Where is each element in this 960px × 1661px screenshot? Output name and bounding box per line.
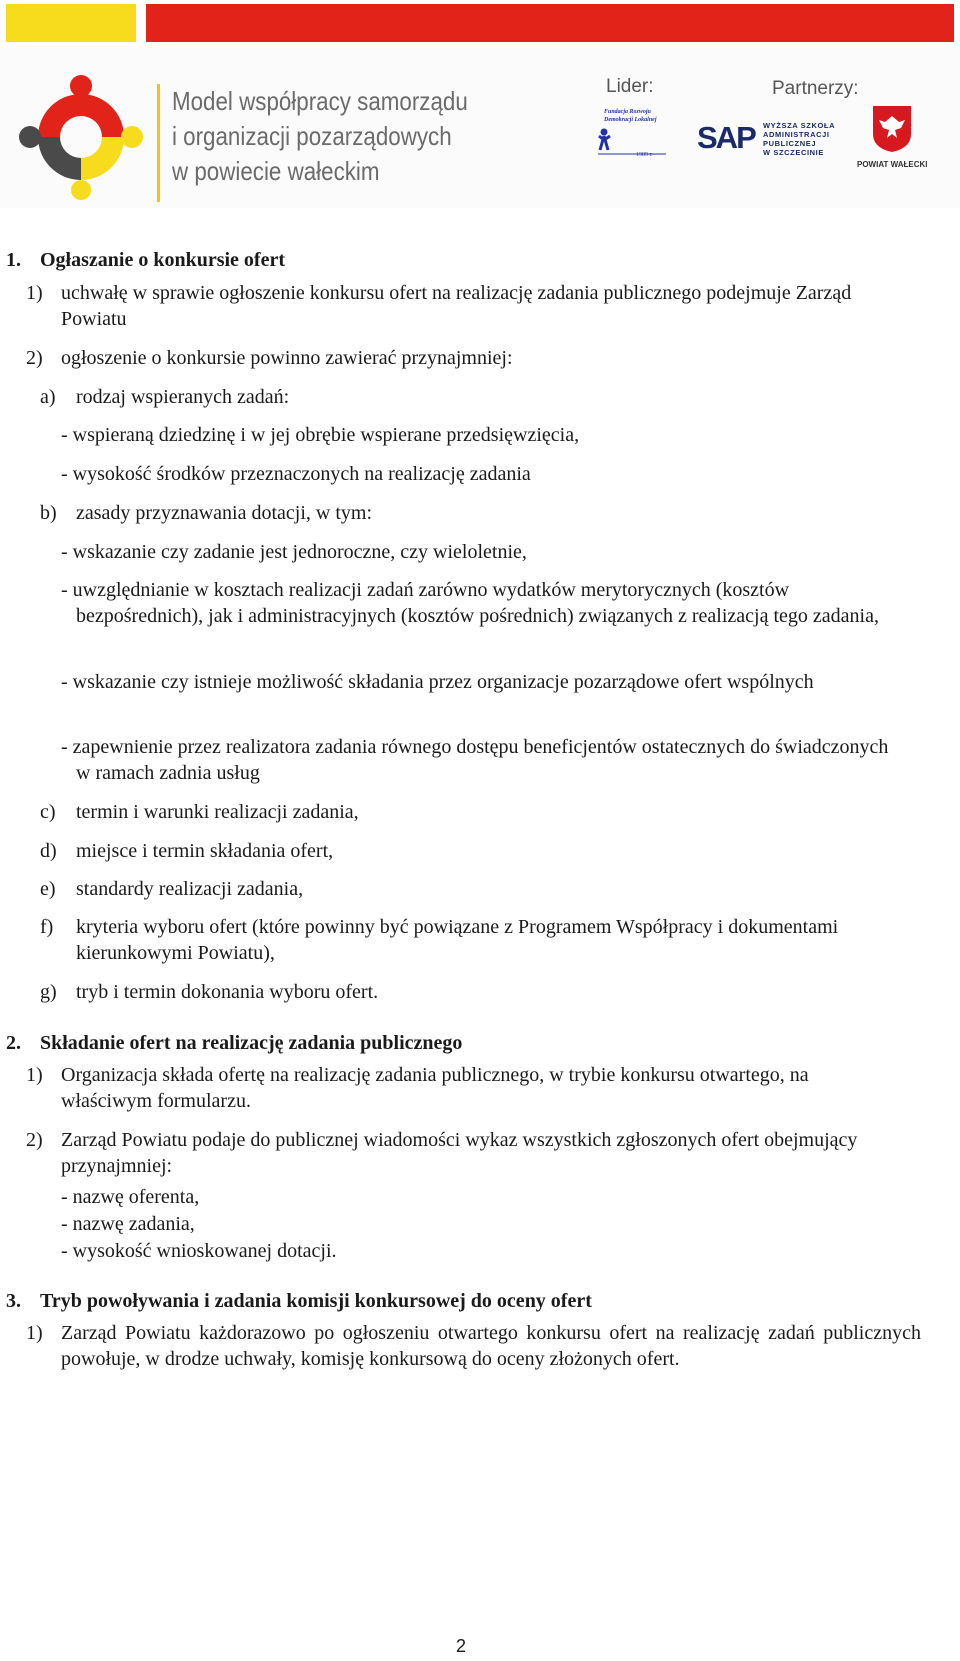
subitem-text: miejsce i termin składania ofert, [76, 840, 334, 862]
list-item-text: ogłoszenie o konkursie powinno zawierać przynajmniej: [61, 347, 513, 369]
lider-org-name: Fundacja Rozwoju Demokracji Lokalnej [604, 109, 657, 123]
subitem-label: g) [40, 981, 57, 1003]
list-item-text: Organizacja składa ofertę na realizację zadania publicznego, w trybie konkursu otwartego, na właściwym formularzu. [61, 1064, 809, 1112]
project-title-line: i organizacji pozarządowych [172, 121, 452, 151]
sap-name-line: PUBLICZNEJ [763, 139, 817, 148]
subitem-text: tryb i termin dokonania wyboru ofert. [76, 981, 379, 1003]
subitem-label: d) [40, 840, 57, 862]
powiat-label: POWIAT WAŁECKI [857, 160, 928, 169]
powiat-crest-icon [871, 104, 913, 154]
section-title: Składanie ofert na realizację zadania publicznego [40, 1032, 463, 1054]
list-item-text: Zarząd Powiatu podaje do publicznej wiadomości wykaz wszystkich zgłoszonych ofert obejmujący przynajmniej: [61, 1129, 858, 1177]
list-item-label: 1) [26, 1322, 43, 1344]
dash-item: - nazwę oferenta, [61, 1186, 200, 1208]
dash-item: - nazwę zadania, [61, 1213, 195, 1235]
sap-name-line: ADMINISTRACJI [763, 130, 830, 139]
subitem-label: b) [40, 502, 57, 524]
logo-divider [157, 84, 160, 202]
subitem-label: c) [40, 801, 56, 823]
dash-item: - wspieraną dziedzinę i w jej obrębie wspierane przedsięwzięcia, [61, 424, 580, 446]
subitem-text: termin i warunki realizacji zadania, [76, 801, 359, 823]
list-item-text: Zarząd Powiatu każdorazowo po ogłoszeniu otwartego konkursu ofert na realizację zadań publicznych powołuje, w drodze uchwały, komisję konkursową do oceny złożonych ofert. [61, 1322, 921, 1370]
subitem-text: standardy realizacji zadania, [76, 878, 304, 900]
list-item-label: 1) [26, 1064, 43, 1086]
project-title-line: w powiecie wałeckim [172, 156, 380, 186]
project-logo-icon [16, 72, 146, 202]
sap-name-line: WYŻSZA SZKOŁA [763, 121, 836, 130]
page-number: 2 [456, 1636, 467, 1656]
dash-item: - wskazanie czy zadanie jest jednoroczne, czy wieloletnie, [61, 541, 527, 563]
subitem-text: rodzaj wspieranych zadań: [76, 386, 290, 408]
lider-year: 1989 r. [636, 152, 653, 158]
list-item-label: 1) [26, 282, 43, 304]
subitem-text: zasady przyznawania dotacji, w tym: [76, 502, 372, 524]
lider-label: Lider: [606, 76, 654, 97]
dash-item: - wysokość środków przeznaczonych na realizację zadania [61, 463, 531, 485]
header-red-bar [146, 4, 954, 42]
subitem-label: e) [40, 878, 56, 900]
list-item-label: 2) [26, 1129, 43, 1151]
project-title [172, 84, 482, 189]
dash-item: - wskazanie czy istnieje możliwość składania przez organizacje pozarządowe ofert wspólnych [61, 671, 814, 693]
subitem-text: kryteria wyboru ofert (które powinny być powiązane z Programem Współpracy i dokumentami kierunkowymi Powiatu), [76, 916, 839, 964]
section-number: 3. [6, 1290, 21, 1312]
list-item-label: 2) [26, 347, 43, 369]
section-number: 2. [6, 1032, 21, 1054]
list-item-text: uchwałę w sprawie ogłoszenie konkursu ofert na realizację zadania publicznego podejmuje Zarząd Powiatu [61, 282, 852, 330]
subitem-label: a) [40, 386, 56, 408]
section-title: Ogłaszanie o konkursie ofert [40, 249, 285, 271]
subitem-label: f) [40, 916, 54, 938]
sap-logo: SAP [697, 120, 755, 155]
section-title: Tryb powoływania i zadania komisji konkursowej do oceny ofert [40, 1290, 592, 1312]
dash-item: - uwzględnianie w kosztach realizacji zadań zarówno wydatków merytorycznych (kosztów bezpośrednich), jak i administracyjnych (kosztów pośrednich) związanych z realizacją tego zadania, [61, 579, 879, 627]
sap-name-line: W SZCZECINIE [763, 148, 824, 157]
header-yellow-bar [6, 4, 136, 42]
dash-item: - wysokość wnioskowanej dotacji. [61, 1240, 337, 1262]
partners-label: Partnerzy: [772, 78, 859, 99]
sap-name [763, 121, 835, 157]
section-number: 1. [6, 249, 21, 271]
project-title-line: Model współpracy samorządu [172, 86, 468, 116]
dash-item: - zapewnienie przez realizatora zadania równego dostępu beneficjentów ostatecznych do świadczonych w ramach zadnia usług [61, 736, 889, 784]
